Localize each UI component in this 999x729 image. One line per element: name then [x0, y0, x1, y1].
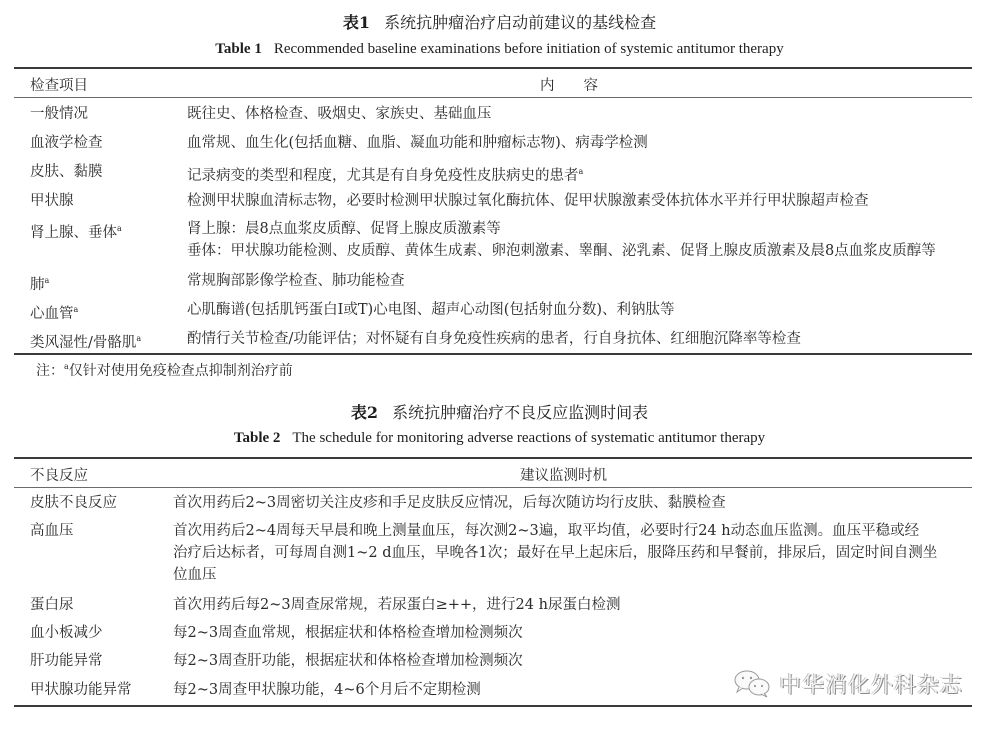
table2-title-cn: 系统抗肿瘤治疗不良反应监测时间表	[392, 403, 649, 422]
row-content-line: 治疗后达标者，可每周自测1~2 d血压，早晚各1次；最好在早上起床后，服降压药和早餐前，排尿后，固定时间自测坐	[173, 545, 938, 561]
row-content: 记录病变的类型和程度，尤其是有自身免疫性皮肤病史的患者	[187, 168, 579, 184]
table1-footnote	[36, 360, 293, 380]
row-item: 皮肤、黏膜	[30, 164, 103, 180]
row-content: 常规胸部影像学检查、肺功能检查	[187, 273, 405, 289]
table1-header-rule	[14, 97, 972, 98]
footnote-mark: a	[64, 362, 69, 371]
table2-number-en: Table 2	[233, 430, 281, 446]
table2-header-item: 不良反应	[30, 468, 88, 484]
footnote-mark: a	[44, 276, 50, 285]
row-item: 血液学检查	[30, 135, 103, 151]
table1-top-rule	[14, 67, 972, 69]
table2-caption-cn	[0, 400, 999, 423]
row-item: 心血管	[30, 306, 74, 322]
row-item: 肝功能异常	[30, 653, 103, 669]
table1-title-en: Recommended baseline examinations before initiation of systemic antitumor therapy	[273, 41, 784, 57]
table2-title-en: The schedule for monitoring adverse reactions of systematic antitumor therapy	[292, 430, 766, 446]
table2-number-cn: 表2	[350, 403, 379, 422]
footnote-text: 仅针对使用免疫检查点抑制剂治疗前	[68, 363, 293, 379]
table2-header-rule	[14, 487, 972, 488]
watermark-text: 中华消化外科杂志	[779, 673, 964, 698]
row-content: 首次用药后每2~3周查尿常规，若尿蛋白≥++，进行24 h尿蛋白检测	[173, 597, 621, 613]
footnote-prefix: 注：	[36, 363, 64, 379]
row-content: 检测甲状腺血清标志物，必要时检测甲状腺过氧化酶抗体、促甲状腺激素受体抗体水平并行甲状腺超声检查	[187, 193, 869, 209]
row-item: 高血压	[30, 523, 74, 539]
footnote-mark: a	[117, 224, 122, 233]
row-content: 心肌酶谱(包括肌钙蛋白I或T)心电图、超声心动图(包括射血分数)、利钠肽等	[187, 302, 675, 318]
row-content-line: 垂体：甲状腺功能检测、皮质醇、黄体生成素、卵泡刺激素、睾酮、泌乳素、促肾上腺皮质激素及晨8点血浆皮质醇等	[187, 243, 936, 259]
row-item: 甲状腺	[30, 193, 74, 209]
table2-caption-en	[0, 430, 999, 447]
row-item: 甲状腺功能异常	[30, 682, 132, 698]
row-item: 肾上腺、垂体	[30, 225, 117, 241]
row-item: 蛋白尿	[30, 597, 74, 613]
row-content: 既往史、体格检查、吸烟史、家族史、基础血压	[187, 106, 492, 122]
row-content: 首次用药后2~3周密切关注皮疹和手足皮肤反应情况，后每次随访均行皮肤、黏膜检查	[173, 495, 726, 511]
table1-number-en: Table 1	[215, 41, 262, 57]
row-content-line: 肾上腺：晨8点血浆皮质醇、促肾上腺皮质激素等	[187, 221, 501, 237]
footnote-mark: a	[578, 167, 584, 176]
row-content-line: 首次用药后2~4周每天早晨和晚上测量血压，每次测2~3遍，取平均值，必要时行24 h动态血压监测。血压平稳或经	[173, 523, 920, 539]
table2-top-rule	[14, 457, 972, 459]
row-content-line: 位血压	[173, 567, 217, 583]
table1-header-item: 检查项目	[30, 78, 88, 94]
row-content: 酌情行关节检查/功能评估；对怀疑有自身免疫性疾病的患者，行自身抗体、红细胞沉降率等检查	[187, 331, 801, 347]
row-content: 每2~3周查肝功能，根据症状和体格检查增加检测频次	[173, 653, 523, 669]
table1-number-cn: 表1	[342, 13, 371, 32]
row-item: 肺	[30, 277, 45, 293]
row-content: 血常规、血生化(包括血糖、血脂、凝血功能和肿瘤标志物)、病毒学检测	[187, 135, 648, 151]
table2-header-content: 建议监测时机	[520, 468, 607, 484]
row-item: 血小板减少	[30, 625, 103, 641]
row-content: 每2~3周查血常规，根据症状和体格检查增加检测频次	[173, 625, 523, 641]
table1-caption-en	[0, 41, 999, 58]
wechat-watermark	[733, 668, 963, 699]
table1-title-cn: 系统抗肿瘤治疗启动前建议的基线检查	[384, 13, 657, 32]
row-content: 每2~3周查甲状腺功能，4~6个月后不定期检测	[173, 682, 481, 698]
wechat-icon	[733, 669, 773, 699]
table1-header-content: 内 容	[540, 78, 598, 94]
table2-bottom-rule	[14, 705, 972, 707]
footnote-mark: a	[73, 305, 79, 314]
table1-bottom-rule	[14, 353, 972, 355]
row-item: 类风湿性/骨骼肌	[30, 335, 137, 351]
table1-caption-cn	[0, 10, 999, 33]
row-item: 一般情况	[30, 106, 88, 122]
row-item: 皮肤不良反应	[30, 495, 117, 511]
footnote-mark: a	[136, 334, 142, 343]
